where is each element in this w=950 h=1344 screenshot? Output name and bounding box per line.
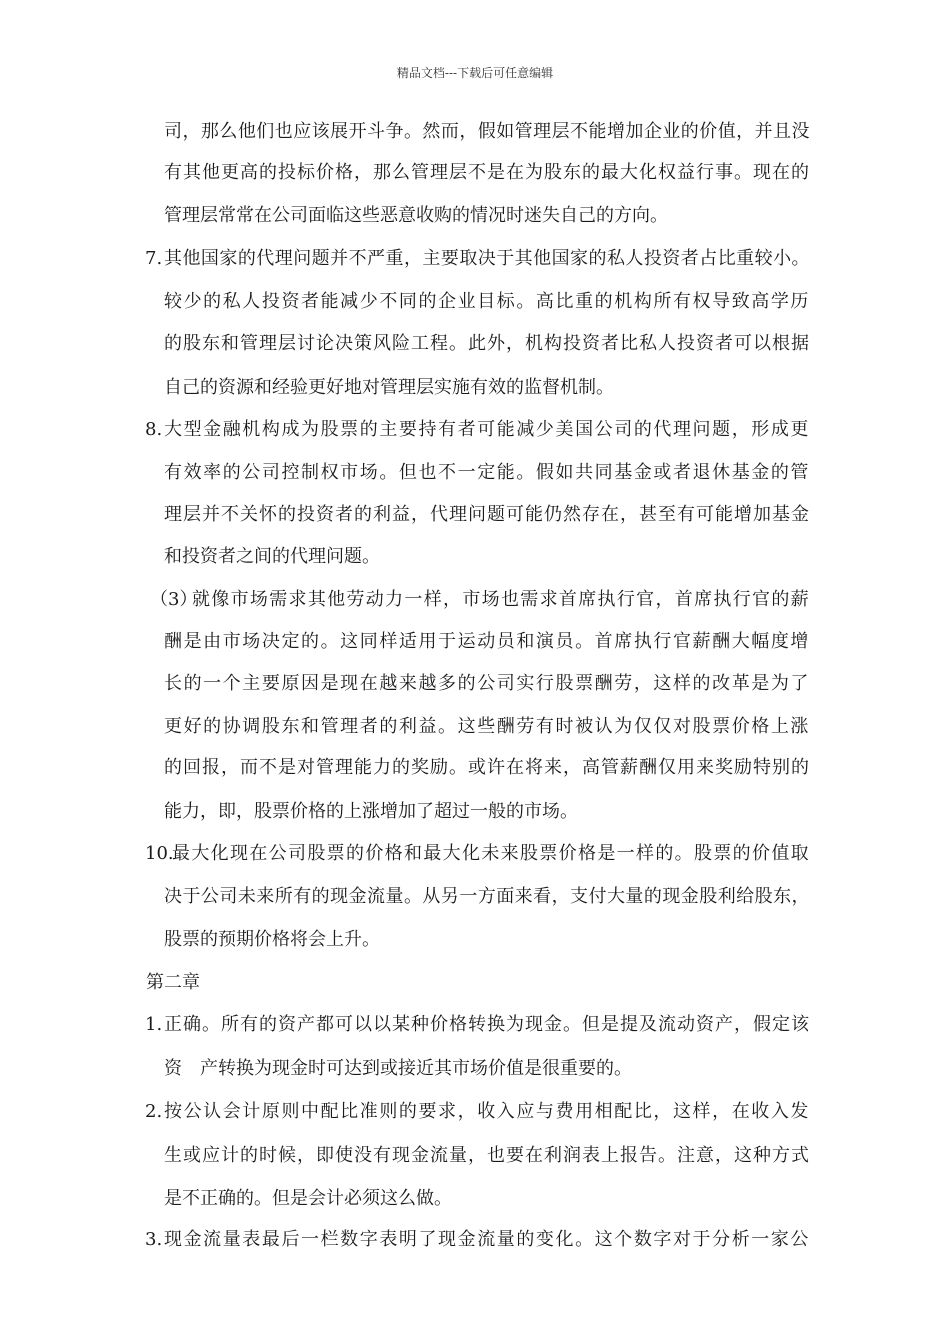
paragraph-text: 和投资者之间的代理问题。 [164, 546, 380, 567]
paragraph-text: 股票的预期价格将会上升。 [164, 929, 380, 950]
paragraph-text: 有其他更高的投标价格，那么管理层不是在为股东的最大化权益行事。现在的 [164, 162, 810, 183]
paragraph-text: 就像市场需求其他劳动力一样，市场也需求首席执行官，首席执行官的薪 [192, 589, 810, 610]
paragraph-text: 大型金融机构成为股票的主要持有者可能减少美国公司的代理问题，形成更 [164, 419, 810, 440]
paragraph-text: 决于公司未来所有的现金流量。从另一方面来看，支付大量的现金股利给股东， [164, 886, 810, 907]
paragraph-text: 更好的协调股东和管理者的利益。这些酬劳有时被认为仅仅对股票价格上涨 [164, 716, 810, 737]
paragraph-text: 司，那么他们也应该展开斗争。然而，假如管理层不能增加企业的价值，并且没 [164, 121, 810, 142]
paragraph-text: 资 产转换为现金时可达到或接近其市场价值是很重要的。 [164, 1058, 632, 1079]
paragraph-text: 的股东和管理层讨论决策风险工程。此外，机构投资者比私人投资者可以根据 [164, 333, 810, 354]
paragraph-text: 是不正确的。但是会计必须这么做。 [164, 1188, 452, 1209]
chapter-heading: 第二章 [146, 972, 200, 993]
paragraph-text: 酬是由市场决定的。这同样适用于运动员和演员。首席执行官薪酬大幅度增 [164, 631, 810, 652]
paragraph-text: 正确。所有的资产都可以以某种价格转换为现金。但是提及流动资产，假定该 [164, 1014, 810, 1035]
paragraph-text: 自己的资源和经验更好地对管理层实施有效的监督机制。 [164, 377, 614, 398]
list-number: （3） [150, 589, 198, 610]
list-number: 3. [145, 1229, 163, 1250]
list-number: 8. [145, 419, 163, 440]
list-number: 1. [145, 1014, 163, 1035]
list-number: 10. [145, 843, 174, 864]
paragraph-text: 的回报，而不是对管理能力的奖励。或许在将来，高管薪酬仅用来奖励特别的 [164, 757, 810, 778]
paragraph-text: 管理层常常在公司面临这些恶意收购的情况时迷失自己的方向。 [164, 205, 668, 226]
paragraph-text: 能力，即，股票价格的上涨增加了超过一般的市场。 [164, 801, 578, 822]
paragraph-text: 有效率的公司控制权市场。但也不一定能。假如共同基金或者退休基金的管 [164, 462, 810, 483]
list-number: 7. [145, 248, 163, 269]
paragraph-text: 较少的私人投资者能减少不同的企业目标。高比重的机构所有权导致高学历 [164, 291, 810, 312]
paragraph-text: 其他国家的代理问题并不严重，主要取决于其他国家的私人投资者占比重较小。 [164, 248, 810, 269]
page-header: 精品文档---下载后可任意编辑 [396, 66, 554, 80]
paragraph-text: 最大化现在公司股票的价格和最大化未来股票价格是一样的。股票的价值取 [172, 843, 810, 864]
paragraph-text: 生或应计的时候，即使没有现金流量，也要在利润表上报告。注意，这种方式 [164, 1145, 810, 1166]
paragraph-text: 现金流量表最后一栏数字表明了现金流量的变化。这个数字对于分析一家公 [164, 1229, 810, 1250]
paragraph-text: 长的一个主要原因是现在越来越多的公司实行股票酬劳，这样的改革是为了 [164, 673, 810, 694]
paragraph-text: 按公认会计原则中配比准则的要求，收入应与费用相配比，这样，在收入发 [164, 1101, 810, 1122]
list-number: 2. [145, 1101, 163, 1122]
paragraph-text: 理层并不关怀的投资者的利益，代理问题可能仍然存在，甚至有可能增加基金 [164, 504, 810, 525]
